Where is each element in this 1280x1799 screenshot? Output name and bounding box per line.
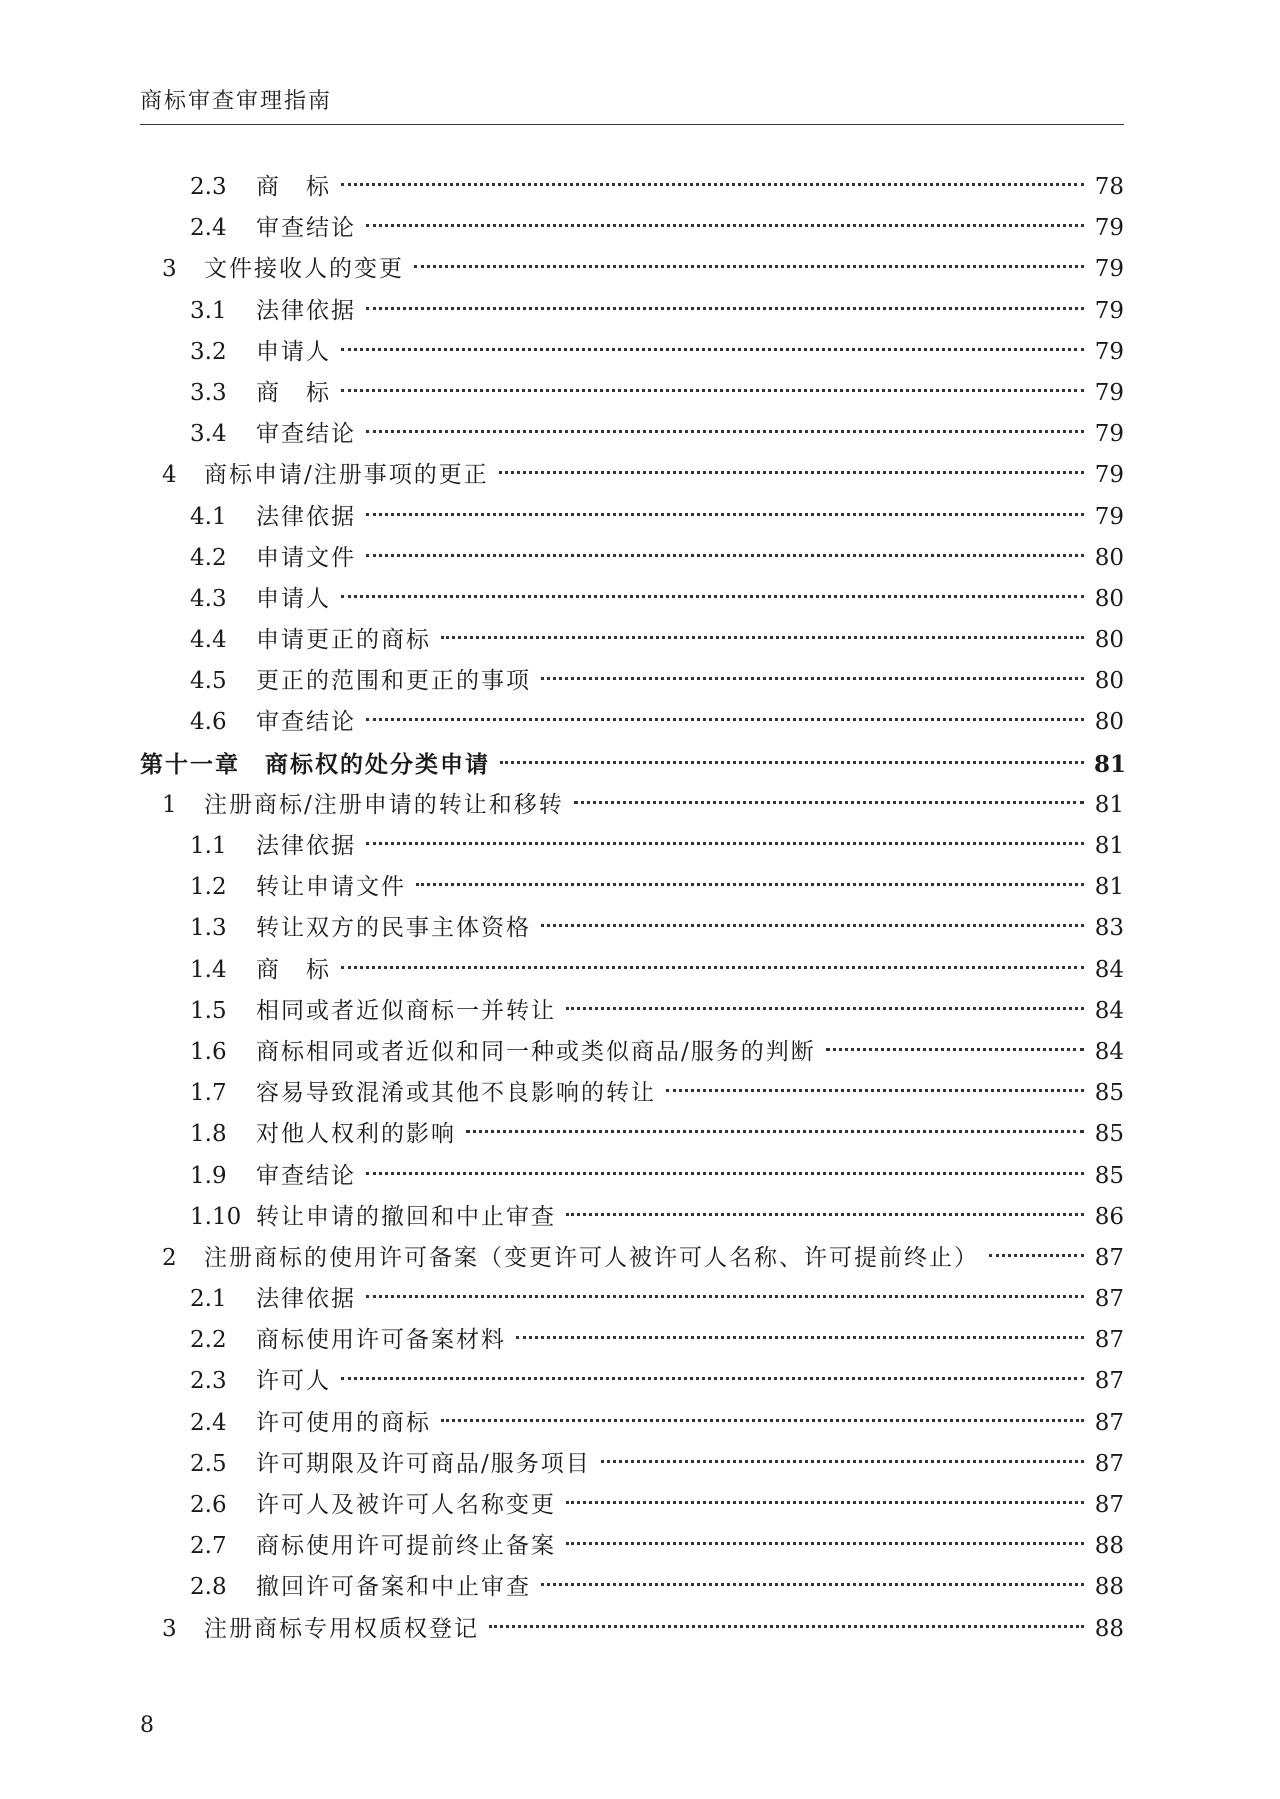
toc-entry-page: 79 <box>1094 503 1124 530</box>
toc-entry-title: 注册商标/注册申请的转让和移转 <box>204 791 564 818</box>
toc-entry-title: 对他人权利的影响 <box>256 1121 456 1148</box>
toc-entry-page: 88 <box>1094 1615 1124 1642</box>
toc-entry-title: 第十一章 商标权的处分类申请 <box>140 750 490 778</box>
toc-entry-page: 79 <box>1094 421 1124 448</box>
toc-leader-dots <box>366 513 1084 516</box>
toc-entry-number: 1.1 <box>190 833 227 859</box>
toc-entry-page: 87 <box>1094 1286 1124 1313</box>
toc-leader-dots <box>366 1172 1084 1175</box>
toc-entry-page: 80 <box>1094 585 1124 612</box>
toc-entry-title: 申请人 <box>256 338 331 365</box>
toc-entry-title: 商标使用许可备案材料 <box>256 1327 506 1354</box>
toc-entry[interactable] <box>140 414 1124 455</box>
toc-entry[interactable] <box>140 1526 1124 1567</box>
toc-entry[interactable] <box>140 661 1124 702</box>
toc-entry[interactable] <box>140 1361 1124 1402</box>
toc-entry-page: 79 <box>1094 462 1124 489</box>
toc-entry-number: 1.5 <box>190 997 227 1024</box>
toc-leader-dots <box>414 265 1084 268</box>
toc-entry[interactable] <box>140 1073 1124 1114</box>
toc-leader-dots <box>441 1419 1084 1422</box>
toc-entry-title: 审查结论 <box>256 709 356 736</box>
toc-entry-title: 商标相同或者近似和同一种或类似商品/服务的判断 <box>256 1038 816 1065</box>
toc-entry-number: 1.10 <box>190 1203 242 1230</box>
toc-entry-title: 审查结论 <box>256 421 356 448</box>
toc-entry-title: 相同或者近似商标一并转让 <box>256 997 556 1024</box>
toc-leader-dots <box>826 1048 1084 1051</box>
toc-entry-title: 商标申请/注册事项的更正 <box>204 462 489 489</box>
toc-entry-page: 87 <box>1094 1327 1124 1354</box>
toc-entry-title: 注册商标专用权质权登记 <box>204 1615 479 1642</box>
toc-leader-dots <box>666 1089 1084 1092</box>
toc-entry-number: 4.3 <box>190 585 227 612</box>
toc-leader-dots <box>566 1542 1084 1545</box>
toc-entry-number: 1.6 <box>190 1038 227 1065</box>
toc-entry-title: 申请文件 <box>256 544 356 571</box>
toc-entry-title: 转让申请的撤回和中止审查 <box>256 1203 556 1230</box>
toc-entry-title: 法律依据 <box>256 503 356 530</box>
toc-entry-title: 法律依据 <box>256 833 356 859</box>
toc-entry-page: 84 <box>1094 956 1124 983</box>
toc-entry-number: 2.6 <box>190 1492 227 1518</box>
toc-entry-page: 79 <box>1094 297 1124 324</box>
toc-leader-dots <box>366 718 1084 721</box>
toc-entry-title: 许可期限及许可商品/服务项目 <box>256 1450 591 1477</box>
toc-leader-dots <box>601 1460 1084 1463</box>
toc-entry-number: 2.5 <box>190 1450 227 1477</box>
toc-leader-dots <box>341 595 1084 598</box>
toc-entry-page: 80 <box>1094 709 1124 736</box>
toc-leader-dots <box>366 307 1084 310</box>
toc-entry-page: 80 <box>1094 668 1124 695</box>
toc-entry-page: 87 <box>1094 1409 1124 1436</box>
toc-entry-number: 4.5 <box>190 668 227 695</box>
toc-entry-page: 79 <box>1094 256 1124 283</box>
toc-entry-title: 文件接收人的变更 <box>204 256 404 283</box>
toc-leader-dots <box>366 554 1084 557</box>
toc-leader-dots <box>489 1625 1084 1628</box>
toc-entry-page: 88 <box>1094 1533 1124 1560</box>
toc-leader-dots <box>341 348 1084 351</box>
toc-entry-number: 1.4 <box>190 956 227 983</box>
toc-entry-number: 2.4 <box>190 1409 227 1436</box>
toc-entry-title: 法律依据 <box>256 1286 356 1313</box>
toc-entry-page: 79 <box>1094 215 1124 242</box>
toc-chapter-entry[interactable] <box>140 744 1127 785</box>
toc-entry[interactable] <box>140 908 1124 949</box>
header-rule <box>140 124 1124 125</box>
toc-entry[interactable] <box>140 1156 1124 1197</box>
toc-entry-number: 3.4 <box>190 421 227 448</box>
toc-entry-page: 81 <box>1094 750 1127 778</box>
toc-entry[interactable] <box>140 785 1124 826</box>
toc-entry-number: 3 <box>162 256 177 283</box>
toc-entry[interactable] <box>140 1197 1124 1238</box>
toc-leader-dots <box>366 842 1084 845</box>
toc-leader-dots <box>366 224 1084 227</box>
toc-entry-page: 85 <box>1094 1121 1124 1148</box>
toc-entry[interactable] <box>140 332 1124 373</box>
toc-entry-number: 2.4 <box>190 215 227 242</box>
toc-entry[interactable] <box>140 1403 1124 1444</box>
toc-entry[interactable] <box>140 702 1124 743</box>
toc-entry-number: 3 <box>162 1615 177 1642</box>
toc-entry-number: 4.2 <box>190 544 227 571</box>
toc-entry-number: 3.1 <box>190 297 227 324</box>
toc-entry-page: 81 <box>1094 833 1124 859</box>
toc-entry[interactable] <box>140 373 1124 414</box>
toc-entry-title: 许可人 <box>256 1368 331 1395</box>
toc-entry[interactable] <box>140 1444 1124 1485</box>
toc-entry[interactable] <box>140 249 1124 290</box>
toc-entry[interactable] <box>140 579 1124 620</box>
toc-entry-title: 申请更正的商标 <box>256 627 431 654</box>
toc-entry-number: 1.9 <box>190 1162 227 1189</box>
toc-entry[interactable] <box>140 1485 1124 1526</box>
toc-entry-page: 84 <box>1094 1038 1124 1065</box>
toc-entry-title: 许可人及被许可人名称变更 <box>256 1492 556 1518</box>
toc-leader-dots <box>541 1583 1084 1586</box>
toc-entry-page: 81 <box>1094 874 1124 901</box>
toc-entry-page: 84 <box>1094 997 1124 1024</box>
toc-entry-title: 商标使用许可提前终止备案 <box>256 1533 556 1560</box>
toc-entry[interactable] <box>140 497 1124 538</box>
toc-entry[interactable] <box>140 1114 1124 1155</box>
toc-entry-title: 注册商标的使用许可备案（变更许可人被许可人名称、许可提前终止） <box>204 1244 979 1271</box>
toc-entry-title: 商 标 <box>256 379 331 406</box>
toc-entry[interactable] <box>140 208 1124 249</box>
toc-leader-dots <box>341 966 1084 969</box>
toc-entry[interactable] <box>140 1238 1124 1279</box>
toc-leader-dots <box>366 430 1084 433</box>
toc-entry[interactable] <box>140 991 1124 1032</box>
toc-entry-number: 2.7 <box>190 1533 227 1560</box>
toc-leader-dots <box>441 636 1084 639</box>
toc-entry-number: 4 <box>162 462 177 489</box>
toc-entry[interactable] <box>140 867 1124 908</box>
toc-entry[interactable] <box>140 620 1124 661</box>
toc-entry-number: 2 <box>162 1244 177 1271</box>
toc-entry-number: 4.1 <box>190 503 227 530</box>
toc-entry-title: 容易导致混淆或其他不良影响的转让 <box>256 1080 656 1107</box>
toc-entry[interactable] <box>140 826 1124 867</box>
toc-entry-page: 87 <box>1094 1244 1124 1271</box>
toc-entry-page: 88 <box>1094 1574 1124 1601</box>
toc-leader-dots <box>366 1295 1084 1298</box>
table-of-contents <box>140 167 1127 1650</box>
toc-entry[interactable] <box>140 1320 1124 1361</box>
toc-entry-title: 转让申请文件 <box>256 874 406 901</box>
toc-entry-page: 80 <box>1094 627 1124 654</box>
toc-leader-dots <box>566 1007 1084 1010</box>
toc-entry-title: 审查结论 <box>256 215 356 242</box>
toc-entry[interactable] <box>140 291 1124 332</box>
toc-entry-number: 3.2 <box>190 338 227 365</box>
toc-entry-number: 2.1 <box>190 1286 227 1313</box>
page-number: 8 <box>140 1713 154 1738</box>
toc-entry[interactable] <box>140 455 1124 496</box>
toc-entry-page: 81 <box>1094 791 1124 818</box>
toc-entry[interactable] <box>140 950 1124 991</box>
toc-entry-page: 79 <box>1094 379 1124 406</box>
toc-entry[interactable] <box>140 1567 1124 1608</box>
toc-entry-page: 85 <box>1094 1162 1124 1189</box>
toc-entry-title: 申请人 <box>256 585 331 612</box>
toc-leader-dots <box>416 883 1084 886</box>
toc-entry[interactable] <box>140 1032 1124 1073</box>
toc-leader-dots <box>541 924 1084 927</box>
toc-entry-number: 1.7 <box>190 1080 227 1107</box>
toc-entry-number: 2.3 <box>190 174 227 200</box>
toc-entry-number: 3.3 <box>190 379 227 406</box>
toc-entry-number: 4.4 <box>190 627 227 654</box>
toc-entry[interactable] <box>140 1279 1124 1320</box>
toc-entry-number: 2.8 <box>190 1574 227 1601</box>
toc-leader-dots <box>574 801 1084 804</box>
toc-leader-dots <box>499 471 1084 474</box>
toc-entry-page: 85 <box>1094 1080 1124 1107</box>
toc-entry-title: 转让双方的民事主体资格 <box>256 915 531 942</box>
toc-entry[interactable] <box>140 538 1124 579</box>
toc-entry-number: 1 <box>162 791 177 818</box>
toc-leader-dots <box>500 761 1084 764</box>
toc-leader-dots <box>566 1501 1084 1504</box>
toc-entry-title: 撤回许可备案和中止审查 <box>256 1574 531 1601</box>
toc-entry-title: 审查结论 <box>256 1162 356 1189</box>
toc-leader-dots <box>341 389 1084 392</box>
toc-entry-page: 78 <box>1094 174 1124 200</box>
toc-entry-number: 1.3 <box>190 915 227 942</box>
toc-entry-page: 87 <box>1094 1492 1124 1518</box>
toc-leader-dots <box>341 183 1084 186</box>
toc-leader-dots <box>516 1336 1084 1339</box>
toc-entry-page: 87 <box>1094 1450 1124 1477</box>
toc-leader-dots <box>566 1213 1084 1216</box>
toc-entry-page: 79 <box>1094 338 1124 365</box>
toc-leader-dots <box>341 1377 1084 1380</box>
toc-entry-title: 许可使用的商标 <box>256 1409 431 1436</box>
toc-entry-number: 2.3 <box>190 1368 227 1395</box>
toc-entry-page: 86 <box>1094 1203 1124 1230</box>
toc-entry-title: 商 标 <box>256 956 331 983</box>
toc-entry-title: 商 标 <box>256 174 331 200</box>
running-header: 商标审查审理指南 <box>140 89 333 114</box>
toc-leader-dots <box>466 1130 1084 1133</box>
toc-entry-page: 83 <box>1094 915 1124 942</box>
toc-entry-number: 1.8 <box>190 1121 227 1148</box>
toc-entry-page: 87 <box>1094 1368 1124 1395</box>
toc-entry-title: 更正的范围和更正的事项 <box>256 668 531 695</box>
toc-entry-number: 4.6 <box>190 709 227 736</box>
toc-entry[interactable] <box>140 1609 1124 1650</box>
toc-entry-number: 2.2 <box>190 1327 227 1354</box>
toc-entry-page: 80 <box>1094 544 1124 571</box>
toc-leader-dots <box>989 1254 1084 1257</box>
toc-entry-number: 1.2 <box>190 874 227 901</box>
toc-entry[interactable] <box>140 167 1124 208</box>
toc-entry-title: 法律依据 <box>256 297 356 324</box>
toc-leader-dots <box>541 677 1084 680</box>
